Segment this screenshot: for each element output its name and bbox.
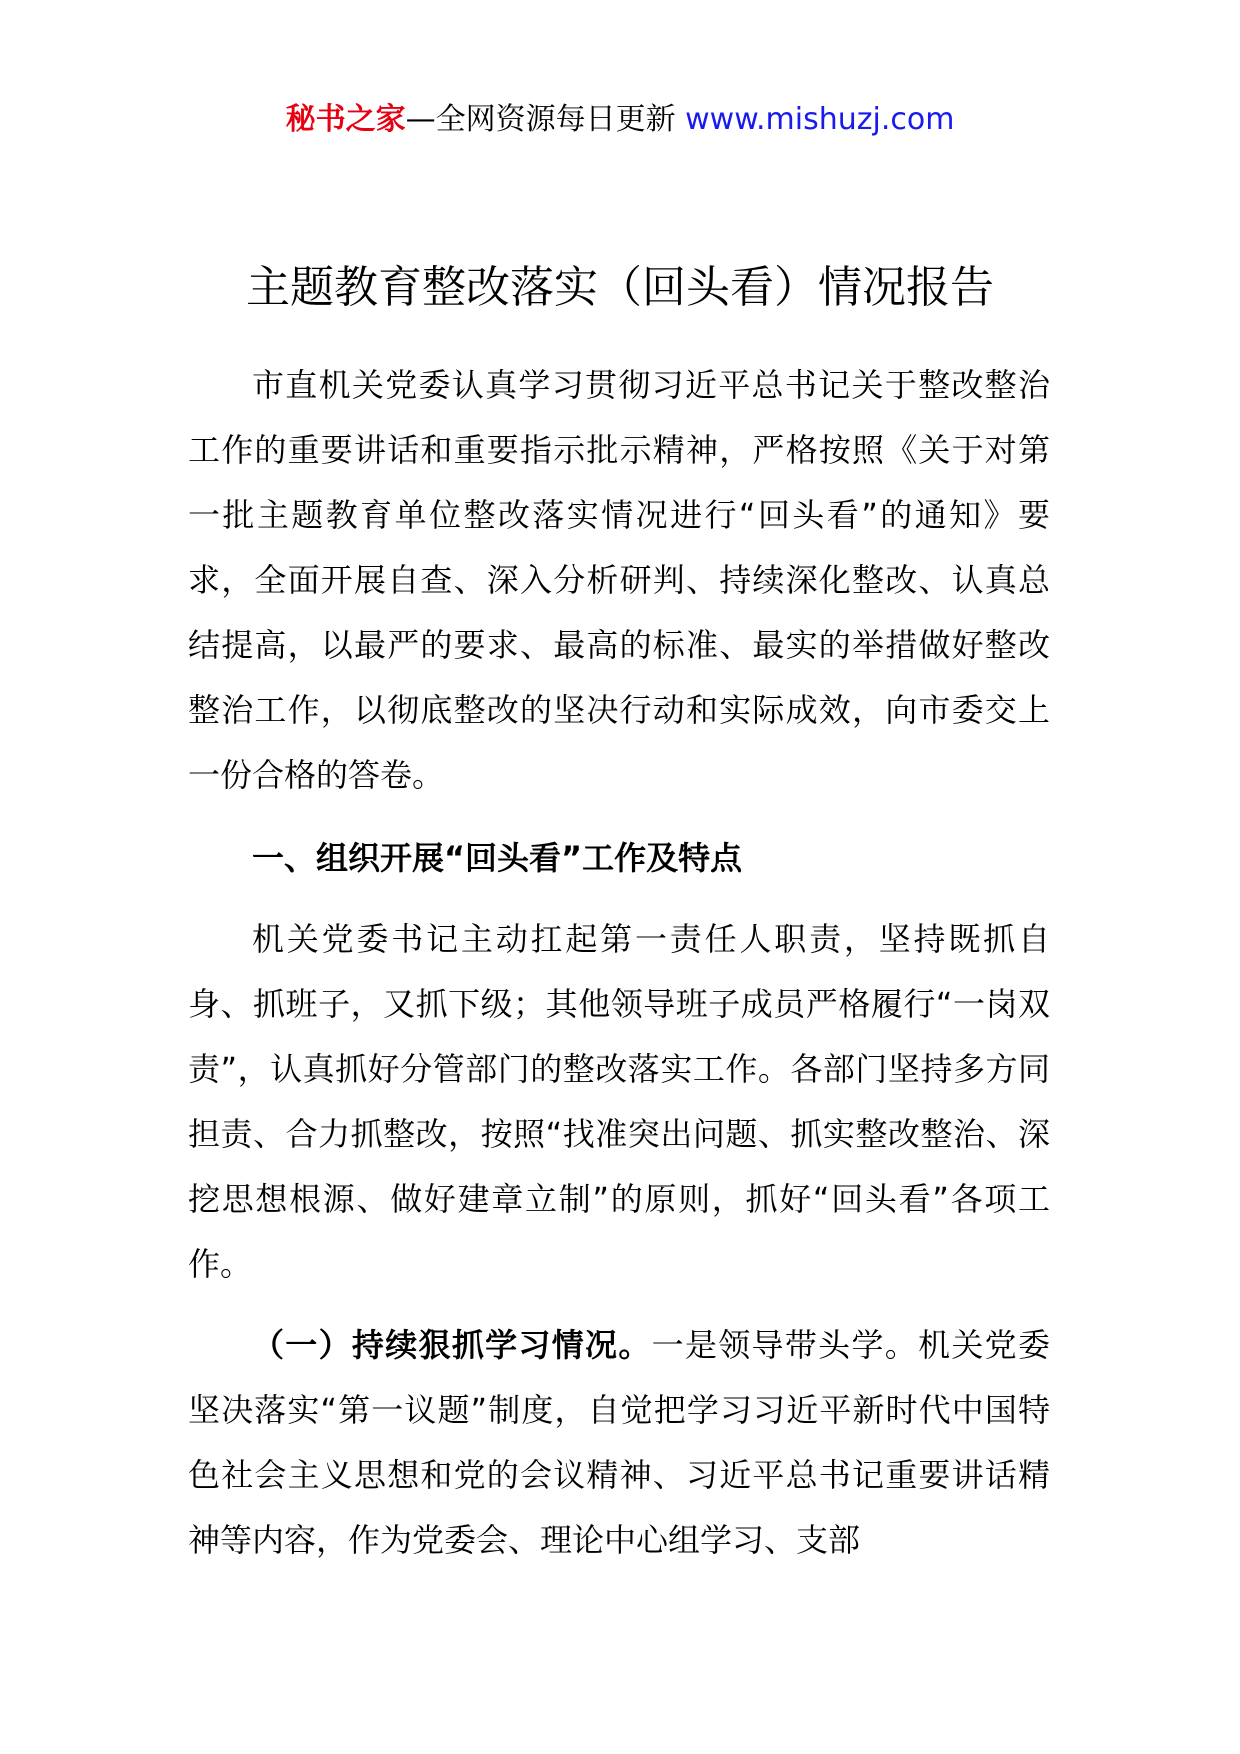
page-header xyxy=(0,100,1240,140)
subsection-lead: （一）持续狠抓学习情况。 xyxy=(252,1326,652,1364)
section-paragraph: 机关党委书记主动扛起第一责任人职责，坚持既抓自身、抓班子，又抓下级；其他领导班子成员严格履行“一岗双责”，认真抓好分管部门的整改落实工作。各部门坚持多方同担责、合力抓整改，按照“找准突出问题、抓实整改整治、深挖思想根源、做好建章立制”的原则，抓好“回头看”各项工作。 xyxy=(188,920,1050,1283)
subsection-paragraph xyxy=(188,1313,1050,1573)
header-tagline: —全网资源每日更新 xyxy=(405,102,686,137)
brand-name: 秘书之家 xyxy=(285,102,406,137)
section-heading: 一、组织开展“回头看”工作及特点 xyxy=(252,839,743,877)
intro-paragraph: 市直机关党委认真学习贯彻习近平总书记关于整改整治工作的重要讲话和重要指示批示精神，严格按照《关于对第一批主题教育单位整改落实情况进行“回头看”的通知》要求，全面开展自查、深入分析研判、持续深化整改、认真总结提高，以最严的要求、最高的标准、最实的举措做好整改整治工作，以彻底整改的坚决行动和实际成效，向市委交上一份合格的答卷。 xyxy=(188,366,1050,794)
document-body xyxy=(188,353,1050,1573)
subsection-body: 一是领导带头学。机关党委坚决落实“第一议题”制度，自觉把学习习近平新时代中国特色社会主义思想和党的会议精神、习近平总书记重要讲话精神等内容，作为党委会、理论中心组学习、支部 xyxy=(188,1326,1050,1559)
document-title: 主题教育整改落实（回头看）情况报告 xyxy=(246,262,994,313)
site-url-link[interactable]: www.mishuzj.com xyxy=(685,102,955,137)
